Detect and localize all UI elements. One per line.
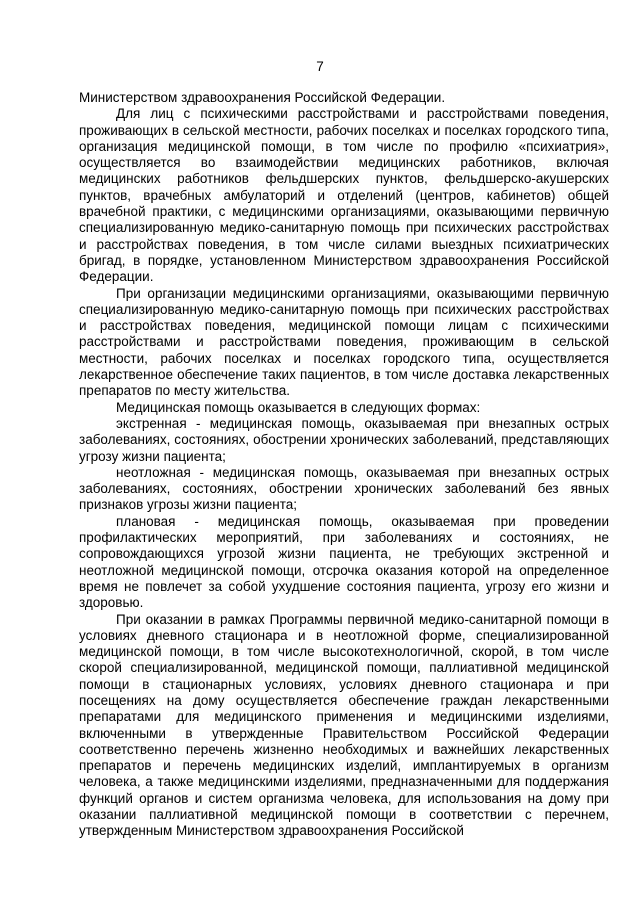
- paragraph: плановая - медицинская помощь, оказываемая при проведении профилактических мероприятий, при заболеваниях и состояниях, не сопровождающихся угрозой жизни пациента, не требующих экстренной и неотложной медицинской помощи, отсрочка оказания которой на определенное время не повлечет за собой ухудшение состояния пациента, угрозу его жизни и здоровью.: [79, 513, 609, 611]
- paragraph: При оказании в рамках Программы первичной медико-санитарной помощи в условиях дневного стационара и в неотложной форме, специализированной медицинской помощи, в том числе высокотехнологичной, скорой, в том числе скорой специализированной, медицинской помощи, паллиативной медицинской помощи в стационарных условиях, условиях дневного стационара и при посещениях на дому осуществляется обеспечение граждан лекарственными препаратами для медицинского применения и медицинскими изделиями, включенными в утвержденные Правительством Российской Федерации соответственно перечень жизненно необходимых и важнейших лекарственных препаратов и перечень медицинских изделий, имплантируемых в организм человека, а также медицинскими изделиями, предназначенными для поддержания функций органов и систем организма человека, для использования на дому при оказании паллиативной медицинской помощи в соответствии с перечнем, утвержденным Министерством здравоохранения Российской: [79, 611, 609, 839]
- page-number: 7: [316, 59, 324, 74]
- paragraph: При организации медицинскими организациями, оказывающими первичную специализированную медико-санитарную помощь при психических расстройствах и расстройствах поведения, медицинской помощи лицам с психическими расстройствами и расстройствами поведения, проживающим в сельской местности, рабочих поселках и поселках городского типа, осуществляется лекарственное обеспечение таких пациентов, в том числе доставка лекарственных препаратов по месту жительства.: [79, 285, 609, 399]
- body-text: [79, 90, 609, 840]
- paragraph: неотложная - медицинская помощь, оказываемая при внезапных острых заболеваниях, состояниях, обострении хронических заболеваний без явных признаков угрозы жизни пациента;: [79, 464, 609, 513]
- paragraph: Медицинская помощь оказывается в следующих формах:: [116, 399, 481, 415]
- paragraph: Для лиц с психическими расстройствами и расстройствами поведения, проживающих в сельской местности, рабочих поселках и поселках городского типа, организация медицинской помощи, в том числе по профилю «психиатрия», осуществляется во взаимодействии медицинских работников, включая медицинских работников фельдшерских пунктов, фельдшерско-акушерских пунктов, врачебных амбулаторий и отделений (центров, кабинетов) общей врачебной практики, с медицинскими организациями, оказывающими первичную специализированную медико-санитарную помощь при психических расстройствах и расстройствах поведения, в том числе силами выездных психиатрических бригад, в порядке, установленном Министерством здравоохранения Российской Федерации.: [79, 106, 609, 285]
- paragraph: Министерством здравоохранения Российской Федерации.: [79, 90, 446, 105]
- paragraph: экстренная - медицинская помощь, оказываемая при внезапных острых заболеваниях, состояниях, обострении хронических заболеваний, представляющих угрозу жизни пациента;: [79, 415, 609, 464]
